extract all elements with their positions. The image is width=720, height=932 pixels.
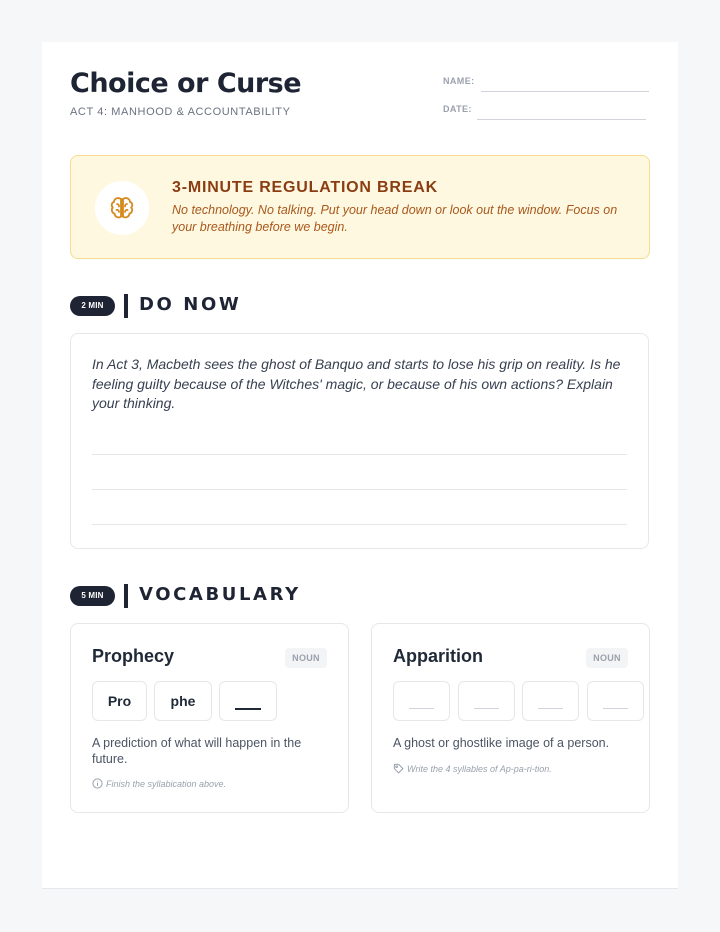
answer-line[interactable] [92,489,627,490]
date-field[interactable] [477,119,646,120]
page-subtitle: ACT 4: MANHOOD & ACCOUNTABILITY [70,106,291,118]
syllable-input[interactable] [587,681,644,721]
vocab-definition: A prediction of what will happen in the future. [92,736,302,766]
vocabulary-divider [124,584,128,608]
tag-icon [393,763,404,774]
vocabulary-time-badge: 5 MIN [70,586,115,606]
syllable-box: Pro [92,681,147,721]
name-label: NAME: [443,76,475,86]
vocab-card-apparition [371,623,650,813]
syllable-blank-line [409,708,434,709]
vocab-hint [92,778,226,789]
syllable-blank-line [474,708,499,709]
syllable-input[interactable] [219,681,277,721]
vocab-definition: A ghost or ghostlike image of a person. [393,736,610,750]
syllable-blank-line [538,708,563,709]
worksheet-page [42,42,678,889]
syllable-box: phe [154,681,212,721]
syllable-blank-line [235,708,261,710]
syllable-blank-line [603,708,628,709]
syllable-input[interactable] [522,681,579,721]
do-now-title: DO NOW [139,294,242,315]
regulation-break-title: 3-MINUTE REGULATION BREAK [172,179,438,196]
vocab-hint-text: Finish the syllabication above. [106,779,227,789]
regulation-break-callout [70,155,650,259]
do-now-divider [124,294,128,318]
vocab-word: Apparition [393,646,483,666]
vocab-hint [393,763,552,774]
regulation-break-text: No technology. No talking. Put your head down or look out the window. Focus on your breathing before we begin. [172,203,618,234]
date-label: DATE: [443,104,472,114]
page-title: Choice or Curse [70,68,302,99]
brain-icon-circle [95,181,149,235]
do-now-prompt: In Act 3, Macbeth sees the ghost of Banquo and starts to lose his grip on reality. Is he feeling guilty because of the Witches' magic, or because of his own actions? Explain your thinking. [92,356,621,411]
syllable-input[interactable] [458,681,515,721]
answer-line[interactable] [92,454,627,455]
vocab-hint-text: Write the 4 syllables of Ap-pa-ri-tion. [407,764,552,774]
brain-icon [108,194,136,222]
name-field[interactable] [481,91,649,92]
vocab-card-prophecy [70,623,349,813]
vocab-word: Prophecy [92,646,175,666]
do-now-card [70,333,649,549]
syllable-input[interactable] [393,681,450,721]
info-icon [92,778,103,789]
part-of-speech-badge: NOUN [586,648,628,668]
part-of-speech-badge: NOUN [285,648,327,668]
do-now-time-badge: 2 MIN [70,296,115,316]
answer-line[interactable] [92,524,627,525]
vocabulary-title: VOCABULARY [139,584,301,605]
